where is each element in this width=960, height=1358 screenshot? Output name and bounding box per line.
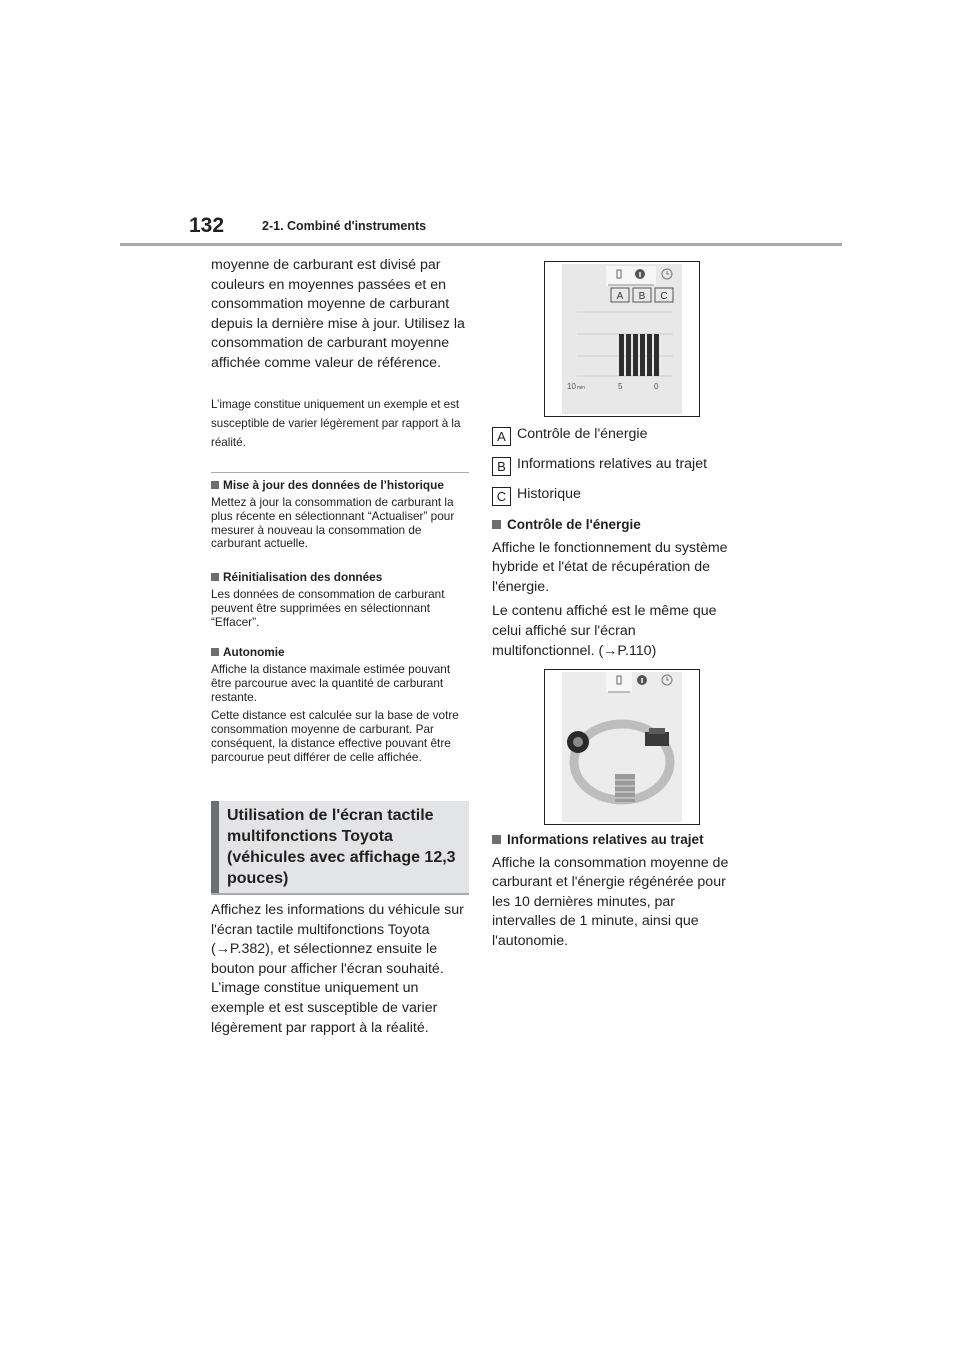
- section-body-range-2: Cette distance est calculée sur la base de votre consommation moyenne de carburant. Par conséquent, la distance effective pouvant être parcourue peut différer de celle affichée.: [211, 708, 459, 764]
- axis-label-10: 10: [567, 382, 576, 391]
- figure-label: C: [660, 291, 668, 302]
- square-bullet-icon: [211, 573, 219, 581]
- square-bullet-icon: [492, 835, 501, 844]
- heading-text: Utilisation de l'écran tactile multifonctions Toyota (véhicules avec affichage 12,3 pouces): [227, 807, 456, 887]
- trip-body: Affiche la consommation moyenne de carburant et l'énergie régénérée pour les 10 dernières minutes, par intervalles de 1 minute, ainsi que l'autonomie.: [492, 854, 729, 949]
- info-icon: [637, 675, 647, 685]
- section-title-range: Autonomie: [211, 645, 469, 659]
- figure-label: B: [638, 291, 646, 302]
- section-body-reset: Les données de consommation de carburant peuvent être supprimées en sélectionnant “Effacer”.: [211, 587, 445, 629]
- heading-accent-bar: [211, 801, 219, 893]
- trip-section: [492, 830, 742, 952]
- image-note: L’image constitue uniquement un exemple et est susceptible de varier légèrement par rapport à la réalité.: [211, 398, 461, 449]
- energy-body: Affiche le fonctionnement du système hybride et l'état de récupération de l'énergie.: [492, 539, 728, 595]
- history-bar: [633, 334, 638, 376]
- intro-paragraph: moyenne de carburant est divisé par couleurs en moyennes passées et en consommation moyenne de carburant depuis la dernière mise à jour. Utilisez la consommation de carburant moyenne affichée comme valeur de référence.: [211, 257, 465, 371]
- square-bullet-icon: [211, 648, 219, 656]
- section-body-update: Mettez à jour la consommation de carburant la plus récente en sélectionnant “Actualiser” pour mesurer à nouveau la consommation de carburant actuelle.: [211, 495, 455, 551]
- energy-body-2: Le contenu affiché est le même que celui affiché sur l'écran multifonctionnel. (→P.110): [492, 603, 717, 659]
- legend-item-c: C Historique: [492, 485, 742, 506]
- info-icon: [635, 269, 645, 279]
- section-title: 2-1. Combiné d'instruments: [262, 219, 427, 233]
- energy-monitor-graphic: [545, 670, 699, 824]
- trip-title: Informations relatives au trajet: [492, 830, 742, 850]
- touchscreen-paragraph: Affichez les informations du véhicule sur l'écran tactile multifonctions Toyota (→P.382), et sélectionnez ensuite le bouton pour afficher l'écran souhaité. L’image constitue uniquement un exemple et est susceptible de varier légèrement par rapport à la réalité.: [211, 902, 464, 1036]
- divider: [211, 472, 469, 473]
- section-range: [211, 645, 469, 765]
- history-screen-graphic: [545, 262, 699, 416]
- section-update-history: [211, 478, 469, 551]
- energy-title: Contrôle de l'énergie: [492, 515, 742, 535]
- history-bar: [640, 334, 645, 376]
- screen-figure-energy: [544, 669, 700, 825]
- legend-key: B: [492, 457, 511, 476]
- axis-label-min: min: [577, 385, 586, 391]
- screen-figure-history: [544, 261, 700, 417]
- history-bar: [626, 334, 631, 376]
- figure-label: A: [616, 291, 624, 302]
- legend-item-a: A Contrôle de l'énergie: [492, 425, 742, 446]
- wheel-icon: [567, 731, 589, 753]
- energy-section: [492, 515, 742, 661]
- page-number: 132: [189, 214, 225, 237]
- history-bar: [654, 334, 659, 376]
- heading-box: [211, 801, 469, 895]
- section-body-range: Affiche la distance maximale estimée pouvant être parcourue avec la quantité de carburant restante.: [211, 662, 451, 704]
- square-bullet-icon: [492, 520, 501, 529]
- legend-item-b: B Informations relatives au trajet: [492, 455, 742, 476]
- header-rule: [120, 243, 842, 246]
- section-reset-data: [211, 570, 469, 629]
- section-title-reset: Réinitialisation des données: [211, 570, 469, 584]
- legend-key: A: [492, 427, 511, 446]
- axis-label-5: 5: [618, 382, 623, 391]
- legend-key: C: [492, 487, 511, 506]
- history-bar: [647, 334, 652, 376]
- square-bullet-icon: [211, 481, 219, 489]
- axis-label-0: 0: [654, 382, 659, 391]
- history-bar: [619, 334, 624, 376]
- section-title-update: Mise à jour des données de l’historique: [211, 478, 469, 492]
